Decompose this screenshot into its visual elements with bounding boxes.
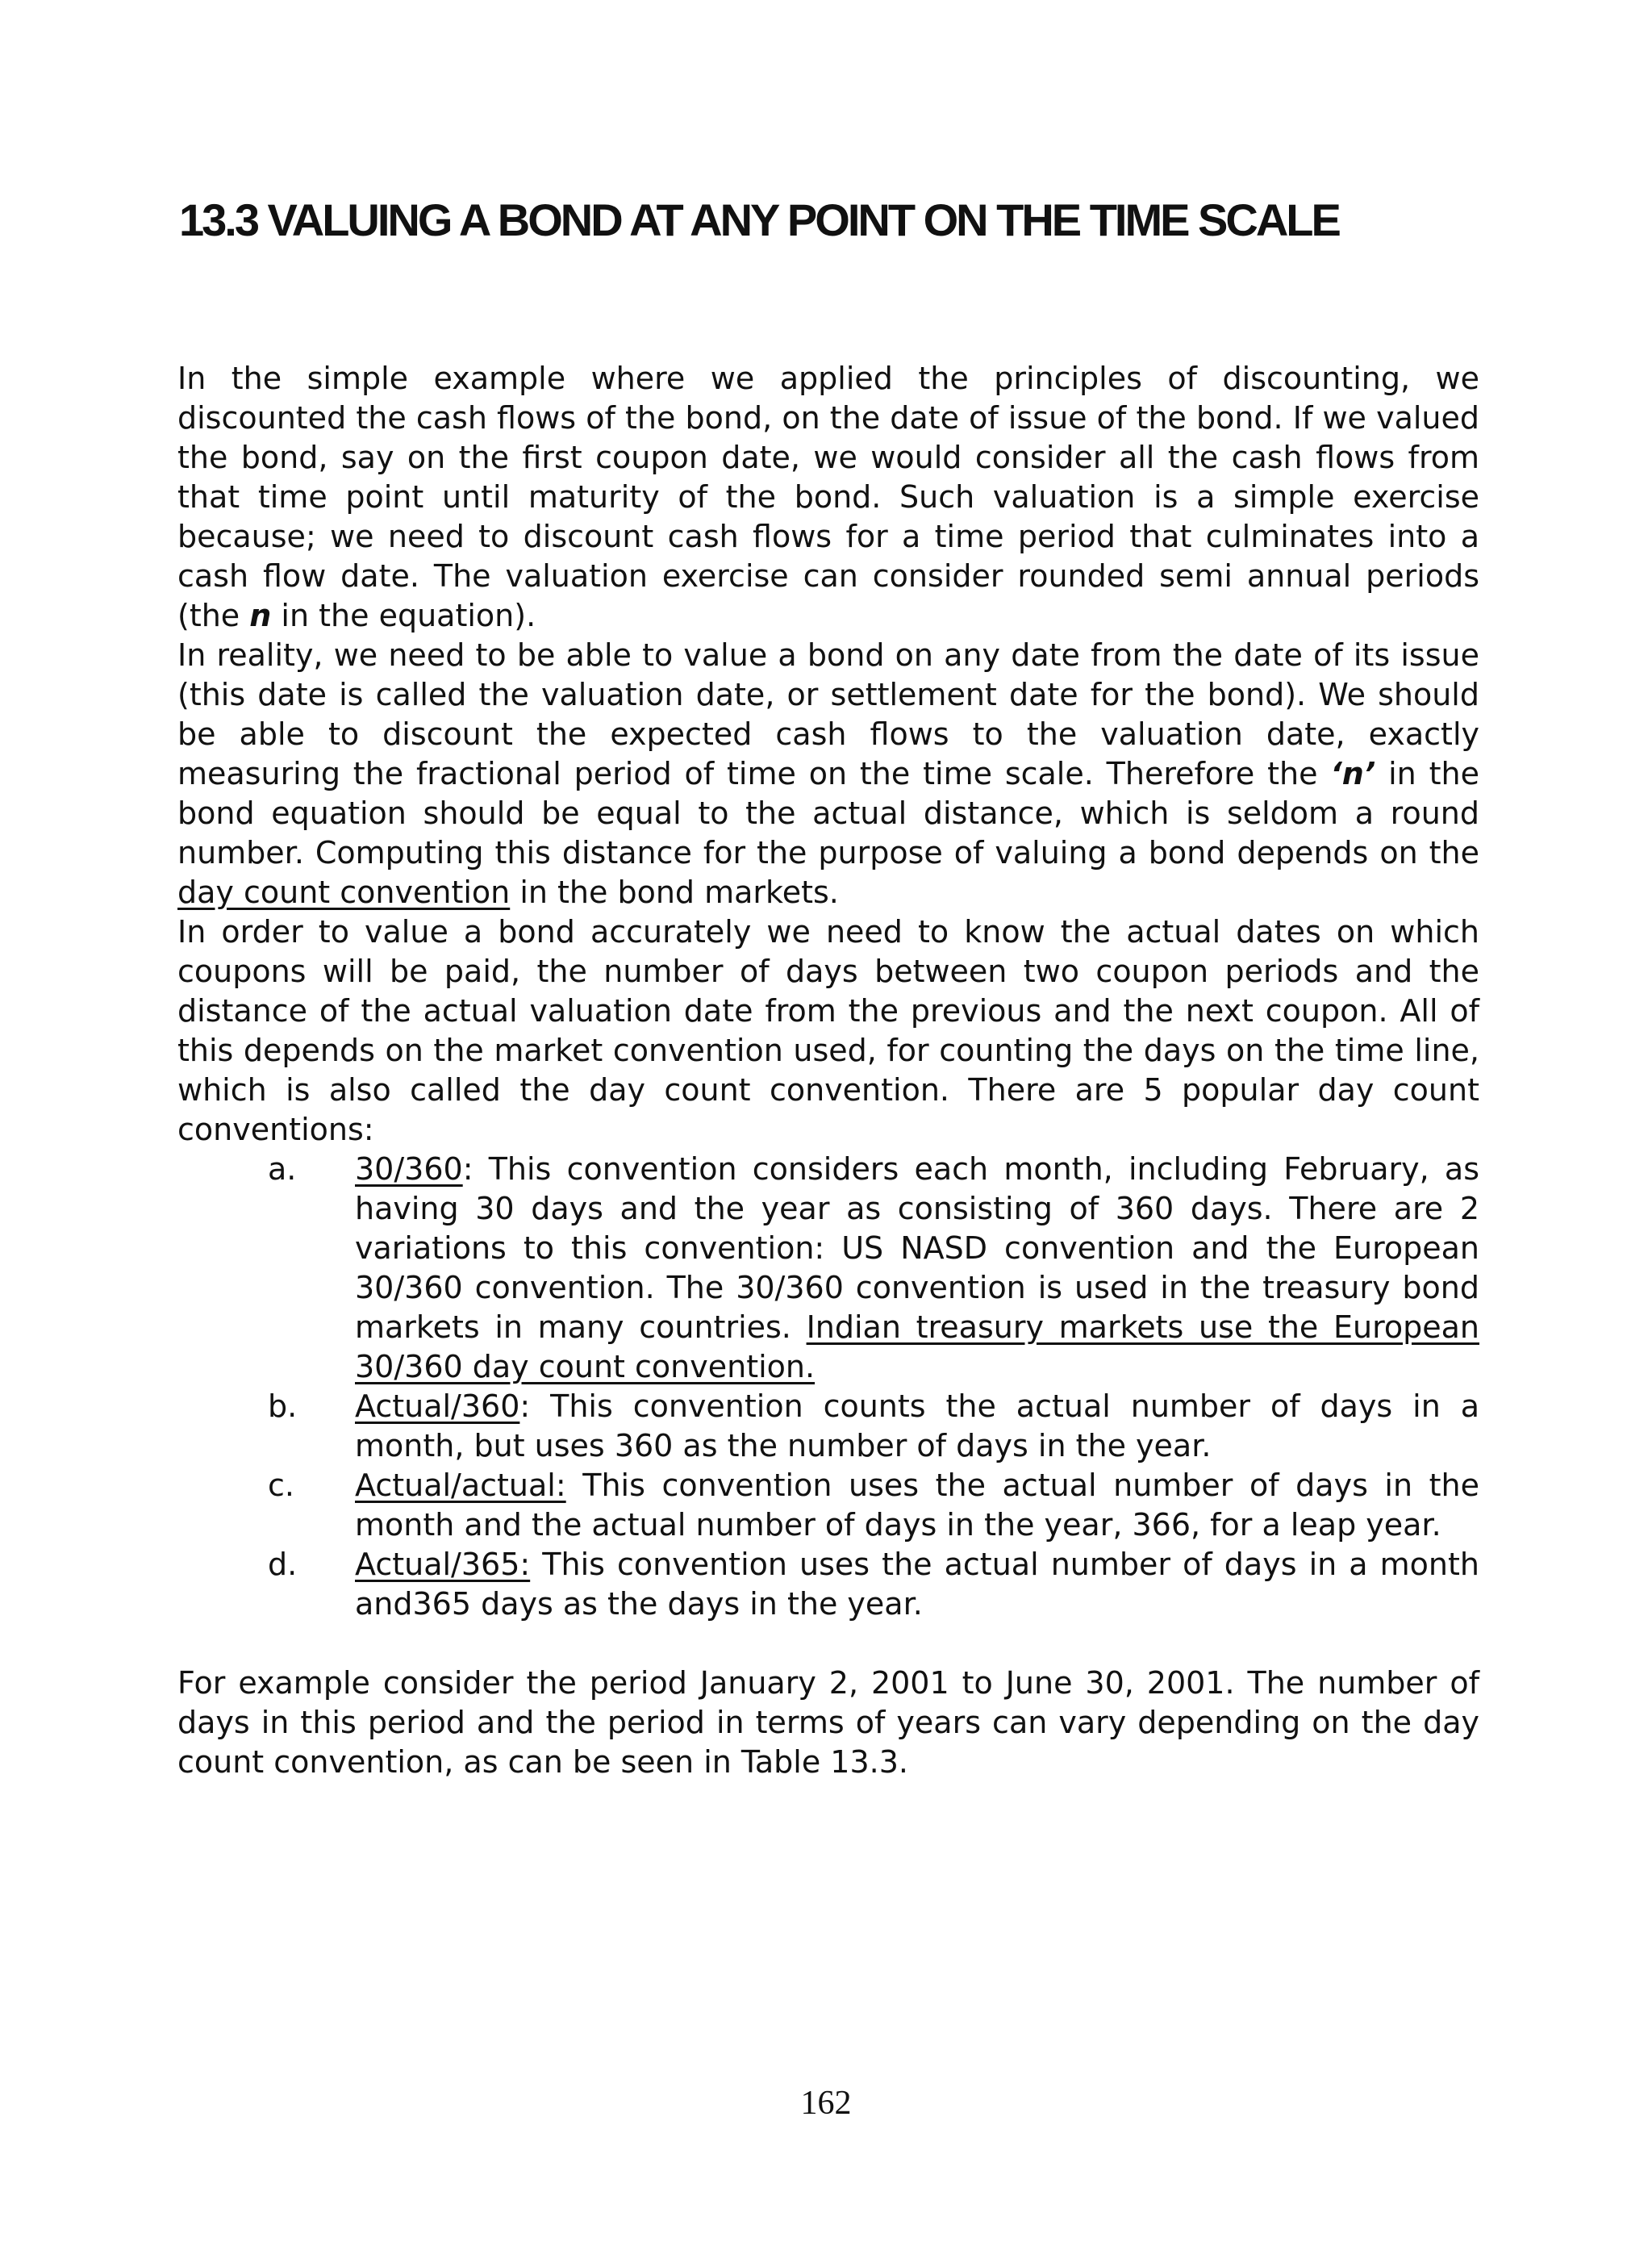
paragraph-text: In the simple example where we applied the principles of discounting, we discounted the cash flows of the bond, on the date of issue of the bond. If we valued the bond, say on the first coupon date, we would consider all the cash flows from that time point until maturity of the bond. Such valuation is a simple exercise because; we need to discount cash flows for a time period that culminates into a cash flow date. The valuation exercise can consider rounded semi annual periods (the [177, 361, 1479, 633]
paragraph-text: in the bond equation should be equal to the actual distance, which is seldom a round number. Computing this distance for the purpose of valuing a bond depends on the [177, 756, 1479, 870]
convention-term: Actual/actual: [355, 1468, 566, 1503]
body-text [177, 359, 1479, 1782]
variable-n: ‘n’ [1330, 756, 1376, 791]
list-item [177, 1545, 1479, 1624]
day-count-convention-term: day count convention [177, 875, 511, 910]
convention-description: : This convention counts the actual number of days in a month, but uses 360 as the number of days in the year. [355, 1388, 1479, 1463]
list-item [177, 1150, 1479, 1387]
list-marker: b. [268, 1388, 298, 1424]
convention-list [177, 1150, 1479, 1624]
list-item [177, 1387, 1479, 1466]
paragraph-text: in the bond markets. [510, 875, 839, 910]
section-heading: 13.3 VALUING A BOND AT ANY POINT ON THE TIME SCALE [179, 194, 1339, 245]
convention-description: This convention uses the actual number of days in a month and365 days as the days in the year. [355, 1547, 1479, 1622]
paragraph-example: For example consider the period January 2, 2001 to June 30, 2001. The number of days in this period and the period in terms of years can vary depending on the day count convention, as can be seen in Table 13.3. [177, 1665, 1479, 1780]
convention-term: 30/360 [355, 1151, 463, 1187]
paragraph-valuation-date [177, 636, 1479, 912]
paragraph-intro [177, 359, 1479, 636]
page-number: 162 [800, 2085, 852, 2122]
paragraph-text: in the equation). [271, 598, 536, 633]
convention-note: Indian treasury markets use the European 30/360 day count convention. [355, 1309, 1479, 1384]
list-marker: c. [268, 1468, 294, 1503]
convention-description: : This convention considers each month, including February, as having 30 days and the year as consisting of 360 days. There are 2 variations to this convention: US NASD convention and the European 30/360 convention. The 30/360 convention is used in the treasury bond markets in many countries. [355, 1151, 1479, 1345]
list-marker: a. [268, 1151, 297, 1187]
paragraph-spacer [177, 1624, 1479, 1664]
paragraph-conventions: In order to value a bond accurately we need to know the actual dates on which coupons will be paid, the number of days between two coupon periods and the distance of the actual valuation date from the previous and the next coupon. All of this depends on the market convention used, for counting the days on the time line, which is also called the day count convention. There are 5 popular day count conventions: [177, 914, 1479, 1147]
list-item [177, 1466, 1479, 1545]
variable-n: n [249, 598, 272, 633]
convention-term: Actual/365: [355, 1547, 531, 1582]
convention-description: This convention uses the actual number of days in the month and the actual number of days in the year, 366, for a leap year. [355, 1468, 1479, 1543]
paragraph-text: In reality, we need to be able to value a bond on any date from the date of its issue (this date is called the valuation date, or settlement date for the bond). We should be able to discount the expected cash flows to the valuation date, exactly measuring the fractional period of time on the time scale. Therefore the [177, 637, 1479, 791]
list-marker: d. [268, 1547, 298, 1582]
convention-term: Actual/360 [355, 1388, 520, 1424]
